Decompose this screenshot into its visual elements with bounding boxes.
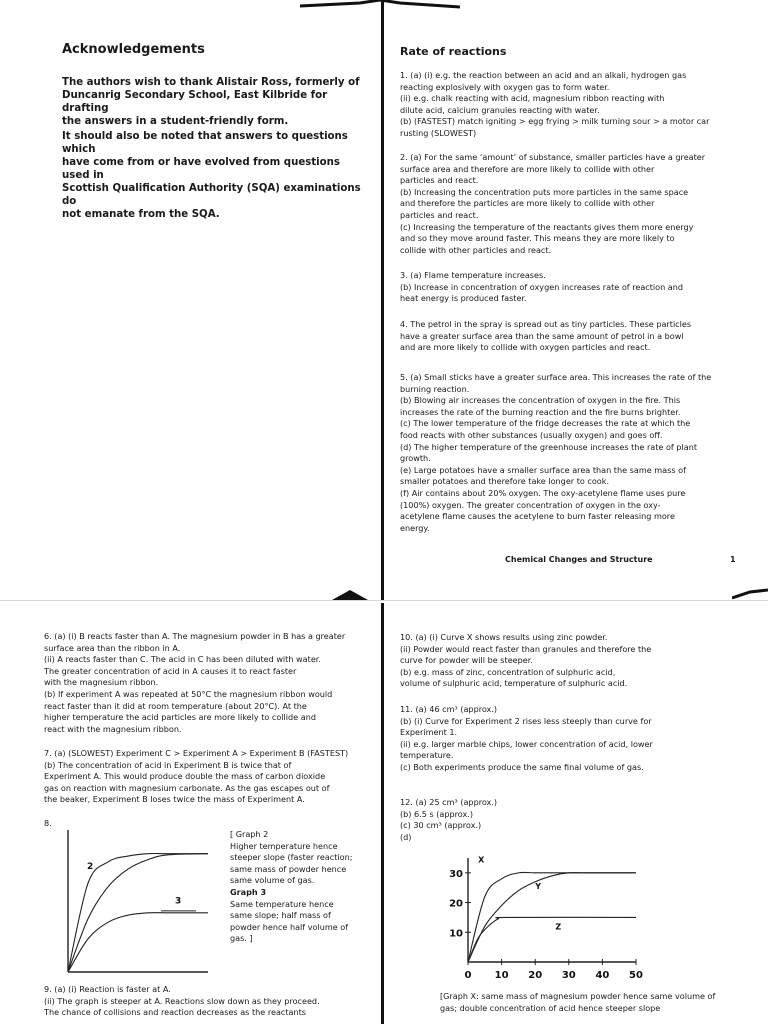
curve-Z (468, 917, 636, 962)
page-number: 1 (730, 555, 736, 564)
answer-q3: 3. (a) Flame temperature increases. (b) Increase in concentration of oxygen increases rate of reaction and heat energy is produced faster. (400, 270, 684, 304)
answer-q2: 2. (a) For the same ‘amount’ of substance, smaller particles have a greater surface area and therefore are more likely to collide with other particles and react. (b) Increasing the concentration puts more particles in the same space and therefore the particles are more likely to collide with other particles and react. (c) Increasing the temperature of the reactants gives them more energy and so they move around faster. This means they are more likely to collide with other particles and react. (400, 152, 706, 255)
binding-mark-top (300, 0, 460, 12)
y-tick-label: 30 (449, 868, 463, 880)
curve-label-3: 3 (175, 896, 182, 907)
x-tick-label: 20 (528, 970, 543, 981)
binding-mark-right (732, 588, 768, 602)
acknowledgements-paragraph-1: The authors wish to thank Alistair Ross, formerly of Duncanrig Secondary School, East Kilbride for drafting the answers in a student-friendly form. (62, 77, 360, 127)
acknowledgements-paragraph-2: It should also be noted that answers to questions which have come from or have evolved from questions used in Scottish Qualification Authority (SQA) examinations do not emanate from the SQA. (62, 131, 361, 220)
page-gap (0, 600, 768, 601)
page-spine-bottom (381, 603, 384, 1024)
answer-q6: 6. (a) (i) B reacts faster than A. The magnesium powder in B has a greater surface area than the ribbon in A. (ii) A reacts faster than C. The acid in C has been diluted with water. The greater concentration of acid in A causes it to react faster with the magnesium ribbon. (b) If experiment A was repeated at 50°C the magnesium ribbon would react faster than it did at room temperature (about 20°C). At the higher temperature the acid particles are more likely to collide and react with the magnesium ribbon. (44, 631, 346, 734)
x-tick-label: 10 (494, 970, 509, 981)
curve-label-Z: Z (555, 922, 562, 932)
x-tick-label: 0 (464, 970, 472, 981)
answer-q11: 11. (a) 46 cm³ (approx.) (b) (i) Curve for Experiment 2 rises less steeply than curve for Experiment 1. (ii) e.g. larger marble chips, lower concentration of acid, lower temperature. (c) Both experiments produce the same final volume of gas. (400, 704, 653, 772)
page-spine-top (381, 0, 384, 600)
x-tick-label: 50 (629, 970, 643, 981)
volume-time-graph-q12 (440, 850, 660, 982)
answer-q9: 9. (a) (i) Reaction is faster at A. (ii) The graph is steeper at A. Reactions slow down as they proceed. The chance of collisions and reaction decreases as the reactants (44, 984, 320, 1018)
answer-q8-number: 8. (44, 818, 52, 828)
q8-graph-notes: [ Graph 2 Higher temperature hence steeper slope (faster reaction; same mass of powder hence same volume of gas. Graph 3 Same temperature hence same slope; half mass of powder hence half volume of gas. ] (230, 829, 353, 944)
answer-q10: 10. (a) (i) Curve X shows results using zinc powder. (ii) Powder would react faster than granules and therefore the curve for powder will be steeper. (b) e.g. mass of zinc, concentration of sulphuric acid, volume of sulphuric acid, temperature of sulphuric acid. (400, 632, 652, 689)
rate-graph-q8 (58, 822, 218, 980)
curve-3 (68, 913, 208, 972)
answer-q12: 12. (a) 25 cm³ (approx.) (b) 6.5 s (approx.) (c) 30 cm³ (approx.) (d) (400, 797, 498, 842)
curve-label-Y: Y (535, 882, 541, 892)
curve-label-X: X (478, 855, 485, 865)
answer-q7: 7. (a) (SLOWEST) Experiment C > Experiment A > Experiment B (FASTEST) (b) The concentration of acid in Experiment B is twice that of Experiment A. This would produce double the mass of carbon dioxide gas on reaction with magnesium carbonate. As the gas escapes out of the beaker, Experiment B loses twice the mass of Experiment A. (44, 748, 349, 805)
answer-q5: 5. (a) Small sticks have a greater surface area. This increases the rate of the burning reaction. (b) Blowing air increases the concentration of oxygen in the fire. This increases the rate of the burning reaction and the fire burns brighter. (c) The lower temperature of the fridge decreases the rate at which the food reacts with other substances (usually oxygen) and goes off. (d) The higher temperature of the greenhouse increases the rate of plant growth. (e) Large potatoes have a smaller surface area than the same mass of smaller potatoes and therefore take longer to cook. (f) Air contains about 20% oxygen. The oxy-acetylene flame uses pure (100%) oxygen. The greater concentration of oxygen in the oxy- acetylene flame causes the acetylene to burn faster releasing more energy. (400, 372, 712, 533)
q12-graph-note: [Graph X: same mass of magnesium powder hence same volume of gas; double concentration of acid hence steeper slope (440, 991, 716, 1013)
y-tick-label: 10 (449, 928, 463, 940)
rate-of-reactions-title: Rate of reactions (400, 45, 507, 58)
y-tick-label: 20 (449, 898, 463, 910)
answer-q1: 1. (a) (i) e.g. the reaction between an acid and an alkali, hydrogen gas reacting explosively with oxygen gas to form water. (ii) e.g. chalk reacting with acid, magnesium ribbon reacting with dilute acid, calcium granules reacting with water. (b) (FASTEST) match igniting > egg frying > milk turning sour > a motor car rusting (SLOWEST) (400, 70, 710, 138)
curve-label-2: 2 (87, 862, 94, 873)
footer-section-title: Chemical Changes and Structure (505, 555, 653, 564)
binding-mark-middle (330, 588, 370, 602)
x-tick-label: 30 (561, 970, 576, 981)
answer-q4: 4. The petrol in the spray is spread out as tiny particles. These particles have a greater surface area than the same amount of petrol in a bowl and are more likely to collide with oxygen particles and react. (400, 319, 692, 353)
x-tick-label: 40 (595, 970, 610, 981)
acknowledgements-title: Acknowledgements (62, 42, 205, 57)
